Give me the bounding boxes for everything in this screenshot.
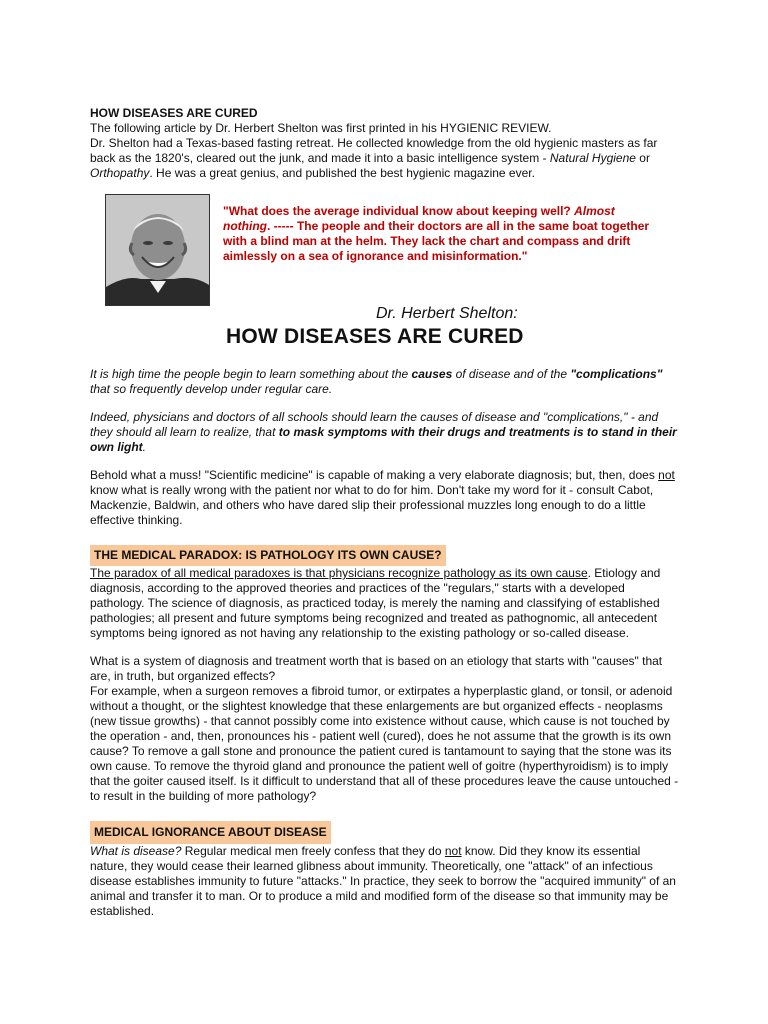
intro-line: The following article by Dr. Herbert Shelton was first printed in his HYGIENIC REVIEW. — [90, 121, 552, 135]
intro-paragraph-1: It is high time the people begin to learn something about the causes of disease and of the "complications" that so frequently develop under regular care. — [90, 367, 663, 396]
behold-paragraph: Behold what a muss! "Scientific medicine" is capable of making a very elaborate diagnosis; but, then, does not know what is really wrong with the patient nor what to do for him. Don't take my word for it - consult Cabot, Mackenzie, Baldwin, and others who have dared slip their professional muzzles long enough to do a little effective thinking. — [90, 468, 675, 527]
article-heading: HOW DISEASES ARE CURED — [90, 106, 258, 120]
article — [90, 106, 680, 919]
section-heading-paradox: THE MEDICAL PARADOX: IS PATHOLOGY ITS OWN CAUSE? — [90, 545, 446, 566]
shelton-bio: Dr. Shelton had a Texas-based fasting retreat. He collected knowledge from the old hygienic masters as far back as the 1820's, cleared out the junk, and made it into a basic intelligence system - Natural Hygiene or Orthopathy. He was a great genius, and published the best hygienic magazine ever. — [90, 136, 658, 180]
byline: Dr. Herbert Shelton: — [376, 305, 518, 322]
main-title: HOW DISEASES ARE CURED — [226, 325, 524, 348]
section-heading-ignorance: MEDICAL IGNORANCE ABOUT DISEASE — [90, 821, 331, 844]
portrait-photo — [106, 195, 209, 305]
shelton-quote: "What does the average individual know about keeping well? Almost nothing. ----- The people and their doctors are all in the same boat together with a blind man at the helm. They lack the chart and compass and drift aimlessly on a sea of ignorance and misinformation." — [223, 204, 650, 263]
paradox-paragraph-2: What is a system of diagnosis and treatment worth that is based on an etiology that starts with "causes" that are, in truth, but organized effects? — [90, 654, 663, 683]
paradox-paragraph-1: The paradox of all medical paradoxes is that physicians recognize pathology as its own cause. Etiology and diagnosis, according to the approved theories and practices of the "regulars," starts with a developed pathology. The science of diagnosis, as practiced today, is merely the naming and classifying of established pathologies; all present and future symptoms being recognized and treated as pathognomic, all antecedent symptoms being ignored as not having any relationship to the existing pathology or so-called disease. — [90, 566, 661, 640]
paradox-paragraph-3: For example, when a surgeon removes a fibroid tumor, or extirpates a hyperplastic gland, or tonsil, or adenoid without a thought, or the slightest knowledge that these enlargements are but organized effects - neoplasms (new tissue growths) - that cannot possibly come into existence without cause, which cause is not touched by the operation - and, then, pronounces his - patient well (cured), does he not assume that the growth is its own cause? To remove a gall stone and pronounce the patient cured is tantamount to saying that the stone was its own cause. To remove the thyroid gland and pronounce the patient well of goitre (hyperthyroidism) is to imply that the goiter caused itself. Is it difficult to understand that all of these procedures leave the cause untouched - to result in the building of more pathology? — [90, 684, 679, 803]
ignorance-paragraph: What is disease? Regular medical men freely confess that they do not know. Did they know its essential nature, they would cease their learned glibness about immunity. Theoretically, one "attack" of an infectious disease establishes immunity to future "attacks." In practice, they seek to borrow the "acquired immunity" of an animal and transfer it to man. Or to produce a mild and modified form of the disease so that immunity may be established. — [90, 844, 676, 918]
quote-block — [90, 194, 680, 304]
shelton-portrait — [105, 194, 210, 306]
intro-paragraph-2: Indeed, physicians and doctors of all schools should learn the causes of disease and "complications," - and they should all learn to realize, that to mask symptoms with their drugs and treatments is to stand in their own light. — [90, 410, 677, 454]
